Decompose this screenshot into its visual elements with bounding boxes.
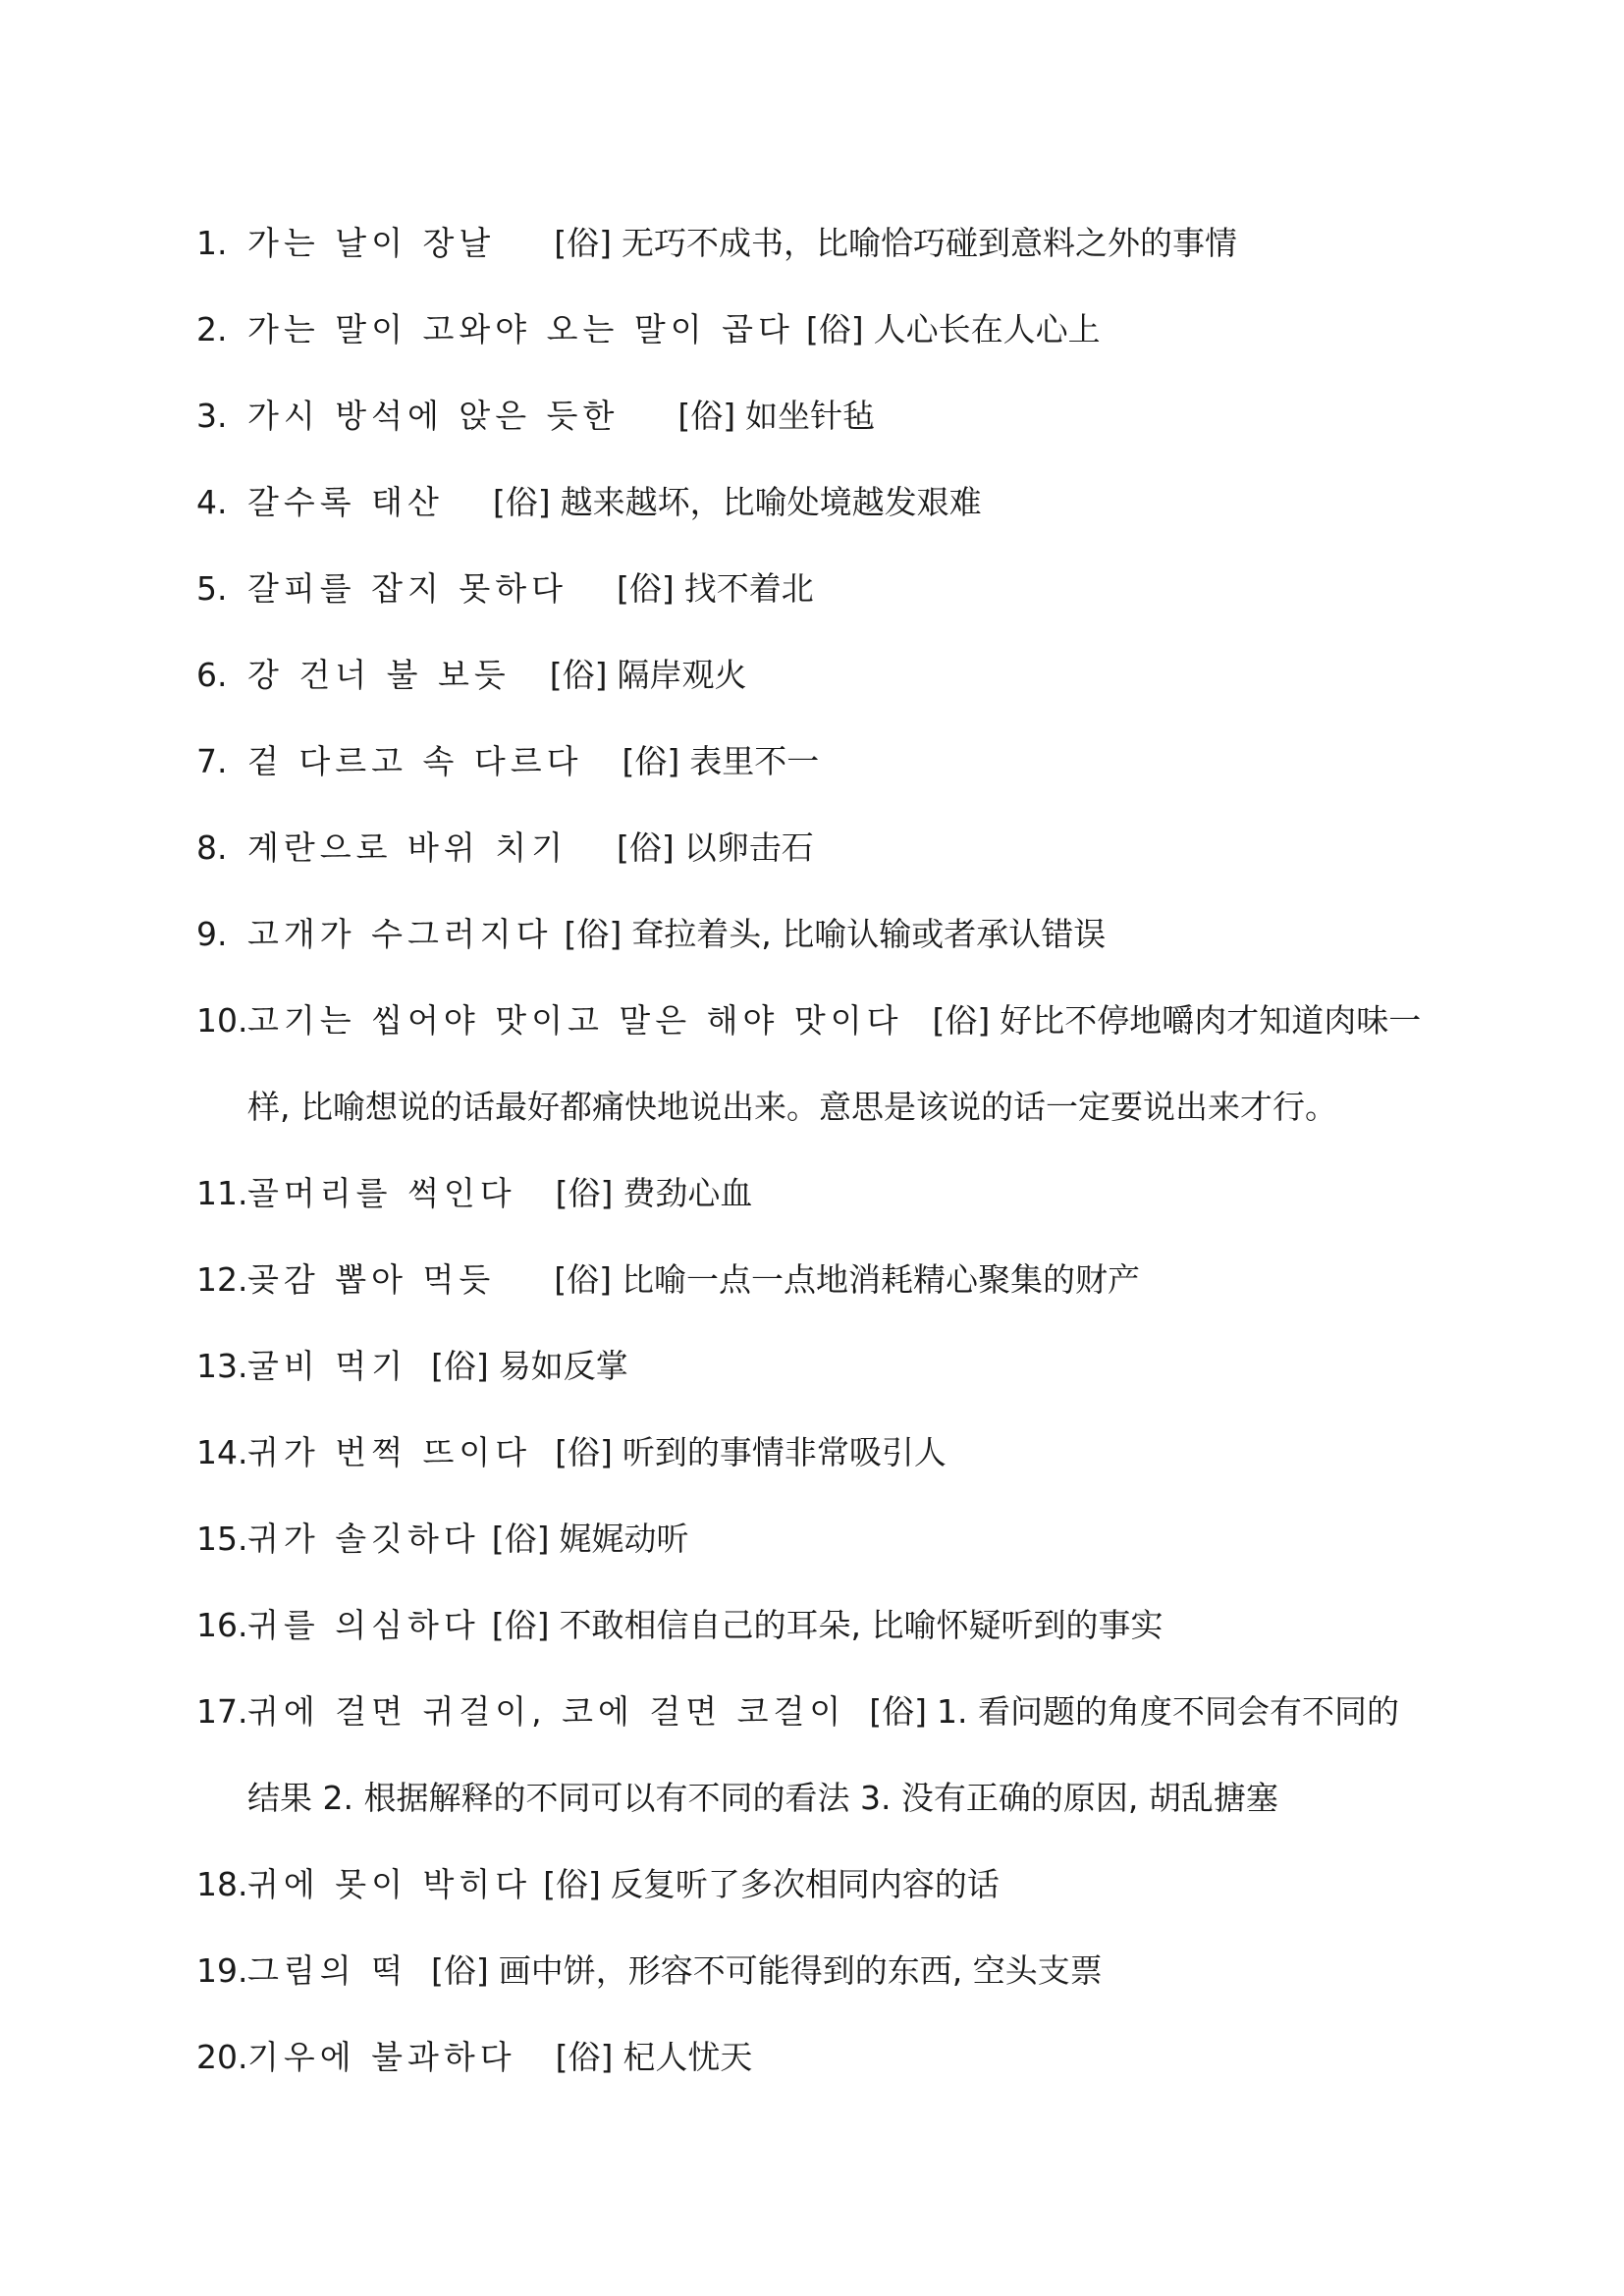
korean-proverb: 굴비 먹기 (247, 1347, 408, 1385)
category-tag: [俗] (622, 742, 680, 780)
category-tag: [俗] (555, 2038, 614, 2076)
category-tag: [俗] (491, 1520, 550, 1558)
list-item (196, 459, 1414, 546)
korean-proverb: 귀를 의심하다 (247, 1606, 480, 1644)
list-item (196, 1237, 1414, 1323)
item-number: 19. (196, 1951, 248, 1990)
item-number: 14. (196, 1433, 248, 1471)
korean-proverb: 갈수록 태산 (247, 483, 444, 521)
list-item (196, 1669, 1414, 1755)
chinese-meaning: 隔岸观火 (617, 656, 747, 694)
item-number: 15. (196, 1520, 248, 1558)
chinese-meaning: 找不着北 (683, 569, 814, 608)
item-number: 17. (196, 1692, 248, 1731)
list-item (196, 1582, 1414, 1669)
category-tag: [俗] (564, 915, 623, 953)
category-tag: [俗] (932, 1001, 991, 1040)
korean-proverb: 가시 방석에 앉은 듯한 (247, 397, 620, 435)
category-tag: [俗] (491, 1606, 550, 1644)
list-item (196, 1842, 1414, 1928)
list-item (196, 373, 1414, 459)
chinese-meaning: 表里不一 (689, 742, 820, 780)
item-number: 11. (196, 1174, 248, 1212)
chinese-meaning: 听到的事情非常吸引人 (622, 1433, 947, 1471)
korean-proverb: 귀가 번쩍 뜨이다 (247, 1433, 532, 1471)
list-item (196, 200, 1414, 287)
item-number: 18. (196, 1865, 248, 1903)
item-number: 20. (196, 2038, 248, 2076)
list-item (196, 287, 1414, 373)
list-item (196, 805, 1414, 891)
list-item (196, 1496, 1414, 1582)
korean-proverb: 귀에 못이 박히다 (247, 1865, 532, 1903)
item-number: 3. (196, 397, 228, 435)
category-tag: [俗] (555, 1174, 614, 1212)
chinese-meaning: 反复听了多次相同内容的话 (610, 1865, 1000, 1903)
chinese-meaning: 如坐针毡 (745, 397, 876, 435)
category-tag: [俗] (805, 310, 864, 348)
korean-proverb: 가는 날이 장날 (247, 224, 496, 262)
category-tag: [俗] (555, 1433, 613, 1471)
korean-proverb: 귀가 솔깃하다 (247, 1520, 480, 1558)
korean-proverb: 고개가 수그러지다 (247, 915, 553, 953)
list-item (196, 1410, 1414, 1496)
category-tag: [俗] (492, 483, 551, 521)
chinese-meaning: 以卵击石 (683, 828, 814, 867)
korean-proverb: 귀에 걸면 귀걸이, 코에 걸면 코걸이 (247, 1692, 846, 1731)
chinese-meaning: 1. 看问题的角度不同会有不同的 (936, 1692, 1399, 1731)
chinese-meaning: 人心长在人心上 (873, 310, 1101, 348)
category-tag: [俗] (617, 569, 675, 608)
chinese-meaning: 耷拉着头, 比喻认输或者承认错误 (631, 915, 1107, 953)
item-number: 7. (196, 742, 228, 780)
korean-proverb: 골머리를 썩인다 (247, 1174, 516, 1212)
list-item (196, 1150, 1414, 1237)
item-number: 8. (196, 828, 228, 867)
korean-proverb: 그림의 떡 (247, 1951, 408, 1990)
list-item (196, 1928, 1414, 2014)
list-item (196, 632, 1414, 719)
list-item (196, 2014, 1414, 2101)
item-number: 1. (196, 224, 228, 262)
category-tag: [俗] (431, 1347, 489, 1385)
list-item (196, 891, 1414, 978)
category-tag: [俗] (543, 1865, 601, 1903)
korean-proverb: 곶감 뽑아 먹듯 (247, 1260, 496, 1299)
korean-proverb: 계란으로 바위 치기 (247, 828, 568, 867)
category-tag: [俗] (677, 397, 736, 435)
item-number: 10. (196, 1001, 248, 1040)
korean-proverb: 기우에 불과하다 (247, 2038, 516, 2076)
list-item (196, 546, 1414, 632)
chinese-meaning-continued: 结果 2. 根据解释的不同可以有不同的看法 3. 没有正确的原因, 胡乱搪塞 (247, 1779, 1278, 1817)
chinese-meaning: 易如反掌 (498, 1347, 628, 1385)
chinese-meaning-continued: 样, 比喻想说的话最好都痛快地说出来。意思是该说的话一定要说出来才行。 (247, 1088, 1337, 1126)
chinese-meaning: 费劲心血 (623, 1174, 753, 1212)
chinese-meaning: 越来越坏，比喻处境越发艰难 (560, 483, 982, 521)
chinese-meaning: 好比不停地嚼肉才知道肉味一 (1000, 1001, 1422, 1040)
chinese-meaning: 无巧不成书，比喻恰巧碰到意料之外的事情 (622, 224, 1237, 262)
chinese-meaning: 不敢相信自己的耳朵, 比喻怀疑听到的事实 (559, 1606, 1164, 1644)
list-item (196, 1323, 1414, 1410)
category-tag: [俗] (431, 1951, 489, 1990)
category-tag: [俗] (554, 1260, 612, 1299)
item-number: 5. (196, 569, 228, 608)
category-tag: [俗] (617, 828, 675, 867)
item-number: 9. (196, 915, 228, 953)
category-tag: [俗] (549, 656, 608, 694)
list-item (196, 978, 1422, 1064)
chinese-meaning: 杞人忧天 (623, 2038, 753, 2076)
item-number: 6. (196, 656, 228, 694)
item-number: 13. (196, 1347, 248, 1385)
category-tag: [俗] (554, 224, 612, 262)
item-number: 16. (196, 1606, 248, 1644)
chinese-meaning: 比喻一点一点地消耗精心聚集的财产 (622, 1260, 1140, 1299)
korean-proverb: 가는 말이 고와야 오는 말이 곱다 (247, 310, 794, 348)
item-number: 12. (196, 1260, 248, 1299)
item-number: 2. (196, 310, 228, 348)
chinese-meaning: 画中饼，形容不可能得到的东西, 空头支票 (498, 1951, 1103, 1990)
item-number: 4. (196, 483, 228, 521)
korean-proverb: 겉 다르고 속 다르다 (247, 742, 583, 780)
category-tag: [俗] (869, 1692, 927, 1731)
chinese-meaning: 娓娓动听 (559, 1520, 689, 1558)
korean-proverb: 고기는 씹어야 맛이고 말은 해야 맛이다 (247, 1001, 903, 1040)
korean-proverb: 갈피를 잡지 못하다 (247, 569, 568, 608)
korean-proverb: 강 건너 불 보듯 (247, 656, 511, 694)
list-item (196, 719, 1414, 805)
